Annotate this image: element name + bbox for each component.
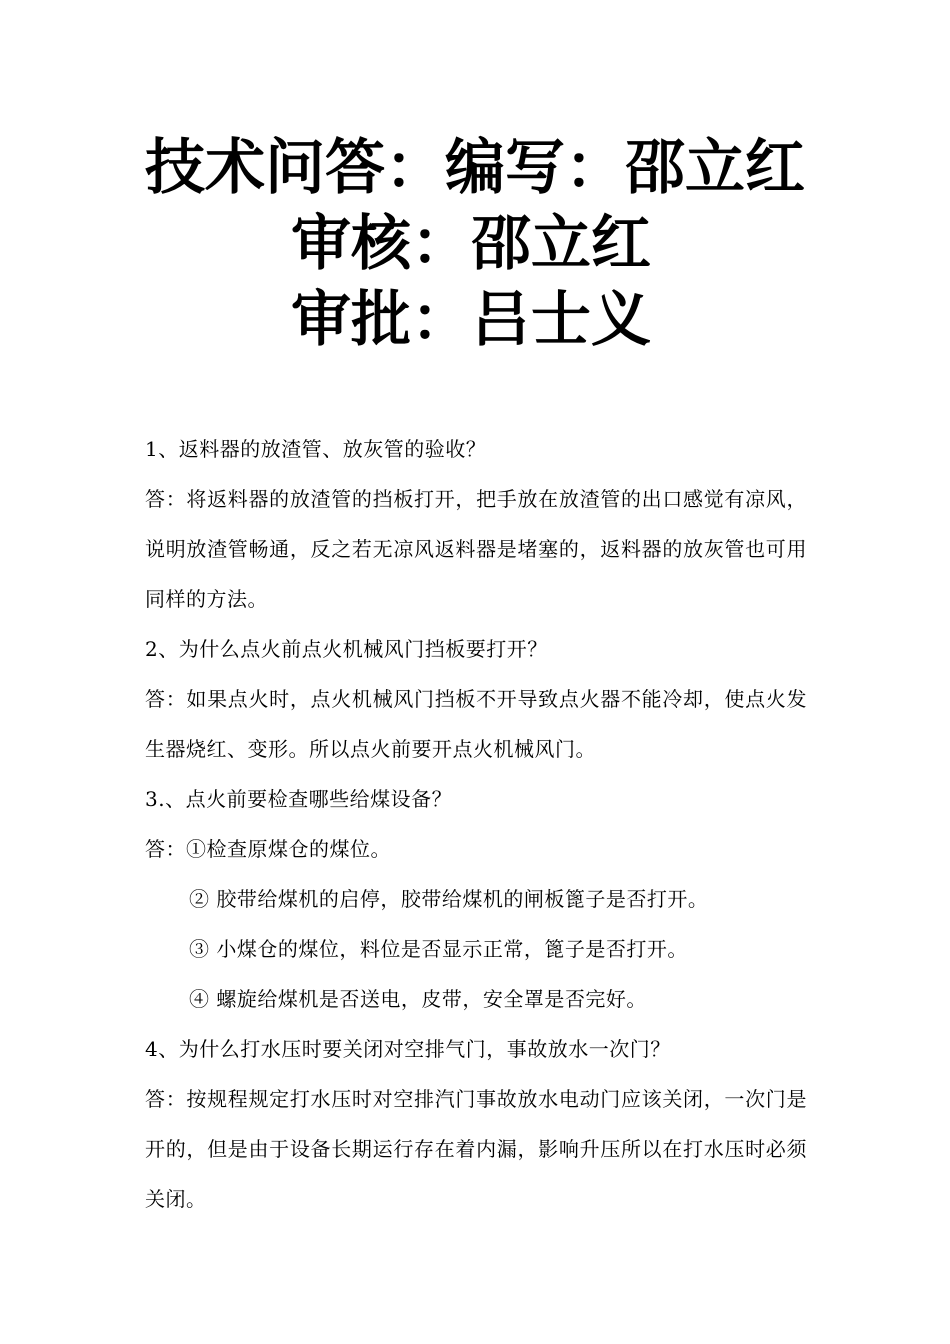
answer-3-item-1: 答：①检查原煤仓的煤位。: [145, 837, 391, 861]
title-line-reviewer: 审核：邵立红: [291, 209, 651, 279]
question-3: 3.、点火前要检查哪些给煤设备？: [145, 787, 453, 811]
answer-3-item-2: ② 胶带给煤机的启停，胶带给煤机的闸板篦子是否打开。: [189, 887, 709, 911]
qa-content: [145, 424, 807, 1224]
title-line-author: 技术问答：编写：邵立红: [145, 133, 805, 203]
answer-3-item-4: ④ 螺旋给煤机是否送电，皮带，安全罩是否完好。: [189, 987, 647, 1011]
question-1: 1、返料器的放渣管、放灰管的验收？: [145, 437, 487, 461]
answer-1: 答：将返料器的放渣管的挡板打开，把手放在放渣管的出口感觉有凉风，说明放渣管畅通，反之若无凉风返料器是堵塞的，返料器的放灰管也可用同样的方法。: [145, 487, 807, 611]
question-4: 4、为什么打水压时要关闭对空排气门，事故放水一次门？: [145, 1037, 671, 1061]
answer-4: 答：按规程规定打水压时对空排汽门事故放水电动门应该关闭，一次门是开的，但是由于设备长期运行存在着内漏，影响升压所以在打水压时必须关闭。: [145, 1087, 807, 1211]
title-line-approver: 审批：吕士义: [291, 285, 651, 355]
question-2: 2、为什么点火前点火机械风门挡板要打开？: [145, 637, 548, 661]
answer-2: 答：如果点火时，点火机械风门挡板不开导致点火器不能冷却，使点火发生器烧红、变形。所以点火前要开点火机械风门。: [145, 687, 807, 761]
answer-3-item-3: ③ 小煤仓的煤位，料位是否显示正常，篦子是否打开。: [189, 937, 688, 961]
